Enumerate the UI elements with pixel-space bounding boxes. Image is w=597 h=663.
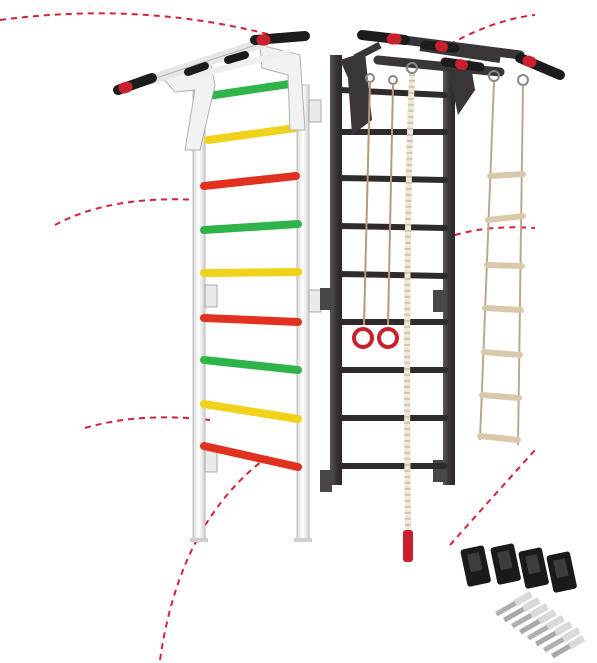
dark-wall-bracket	[433, 290, 445, 312]
rung-red	[204, 446, 298, 467]
rung-yellow	[208, 128, 296, 140]
white-foot	[190, 538, 208, 542]
white-wall-bracket	[205, 450, 217, 472]
ladder-rung	[482, 395, 519, 398]
dashed-arc-right-mid	[455, 227, 535, 235]
dashed-arc-top-left	[0, 13, 290, 40]
ladder-rope-left	[480, 82, 494, 440]
rung-yellow	[204, 272, 298, 273]
dark-rung	[340, 226, 445, 228]
hook-icon	[389, 76, 397, 84]
dashed-arc-left-mid	[55, 199, 200, 225]
grip-red-ring	[460, 64, 463, 65]
ladder-rung	[484, 352, 520, 355]
rung-green	[204, 224, 298, 230]
dark-rung	[340, 178, 445, 180]
white-wall-bracket	[205, 285, 217, 307]
hook-icon	[518, 75, 528, 85]
white-foot	[294, 538, 312, 542]
dark-rung	[340, 274, 445, 276]
bracket	[460, 545, 491, 587]
dashed-arc-bottom	[160, 455, 270, 660]
ladder-rung	[487, 265, 522, 266]
ladder-rung	[480, 436, 518, 440]
grip-black	[228, 55, 245, 60]
white-right-rail	[297, 85, 309, 540]
ring-strap	[388, 84, 393, 325]
dark-wall-bracket	[320, 288, 332, 310]
ring-right	[379, 329, 397, 347]
white-wall-bars	[118, 36, 321, 542]
dark-wall-bracket	[320, 470, 332, 492]
grip-black	[188, 66, 205, 72]
rope-ladder-rungs	[480, 174, 523, 440]
rung-green	[208, 83, 296, 96]
white-wall-bracket	[309, 290, 321, 312]
dashed-arc-right-low	[450, 450, 535, 545]
bracket	[518, 547, 549, 589]
white-ladder-rungs	[204, 83, 298, 467]
bracket	[490, 543, 521, 585]
ladder-rung	[485, 308, 521, 310]
climbing-rope	[403, 63, 417, 562]
rope-ladder	[480, 71, 528, 445]
white-left-rail	[193, 85, 205, 540]
dark-wall-bars	[320, 35, 560, 492]
white-wall-bracket	[309, 100, 321, 122]
rung-green	[204, 360, 298, 370]
dark-top-arm-left	[340, 52, 372, 135]
bracket	[546, 551, 577, 593]
mounting-brackets	[460, 543, 577, 593]
grip-red-ring	[528, 61, 531, 62]
rung-red	[204, 318, 298, 322]
grip-red-ring	[124, 87, 127, 88]
grip-red-ring	[440, 46, 443, 47]
ring-left	[354, 329, 372, 347]
rung-yellow	[204, 404, 298, 419]
ladder-rung	[490, 174, 523, 176]
rope-end-cap	[403, 530, 413, 562]
rung-red	[204, 176, 296, 186]
dashed-arc-left-low	[85, 417, 210, 428]
ladder-rung	[488, 216, 523, 220]
anchor-bolts	[495, 591, 586, 659]
